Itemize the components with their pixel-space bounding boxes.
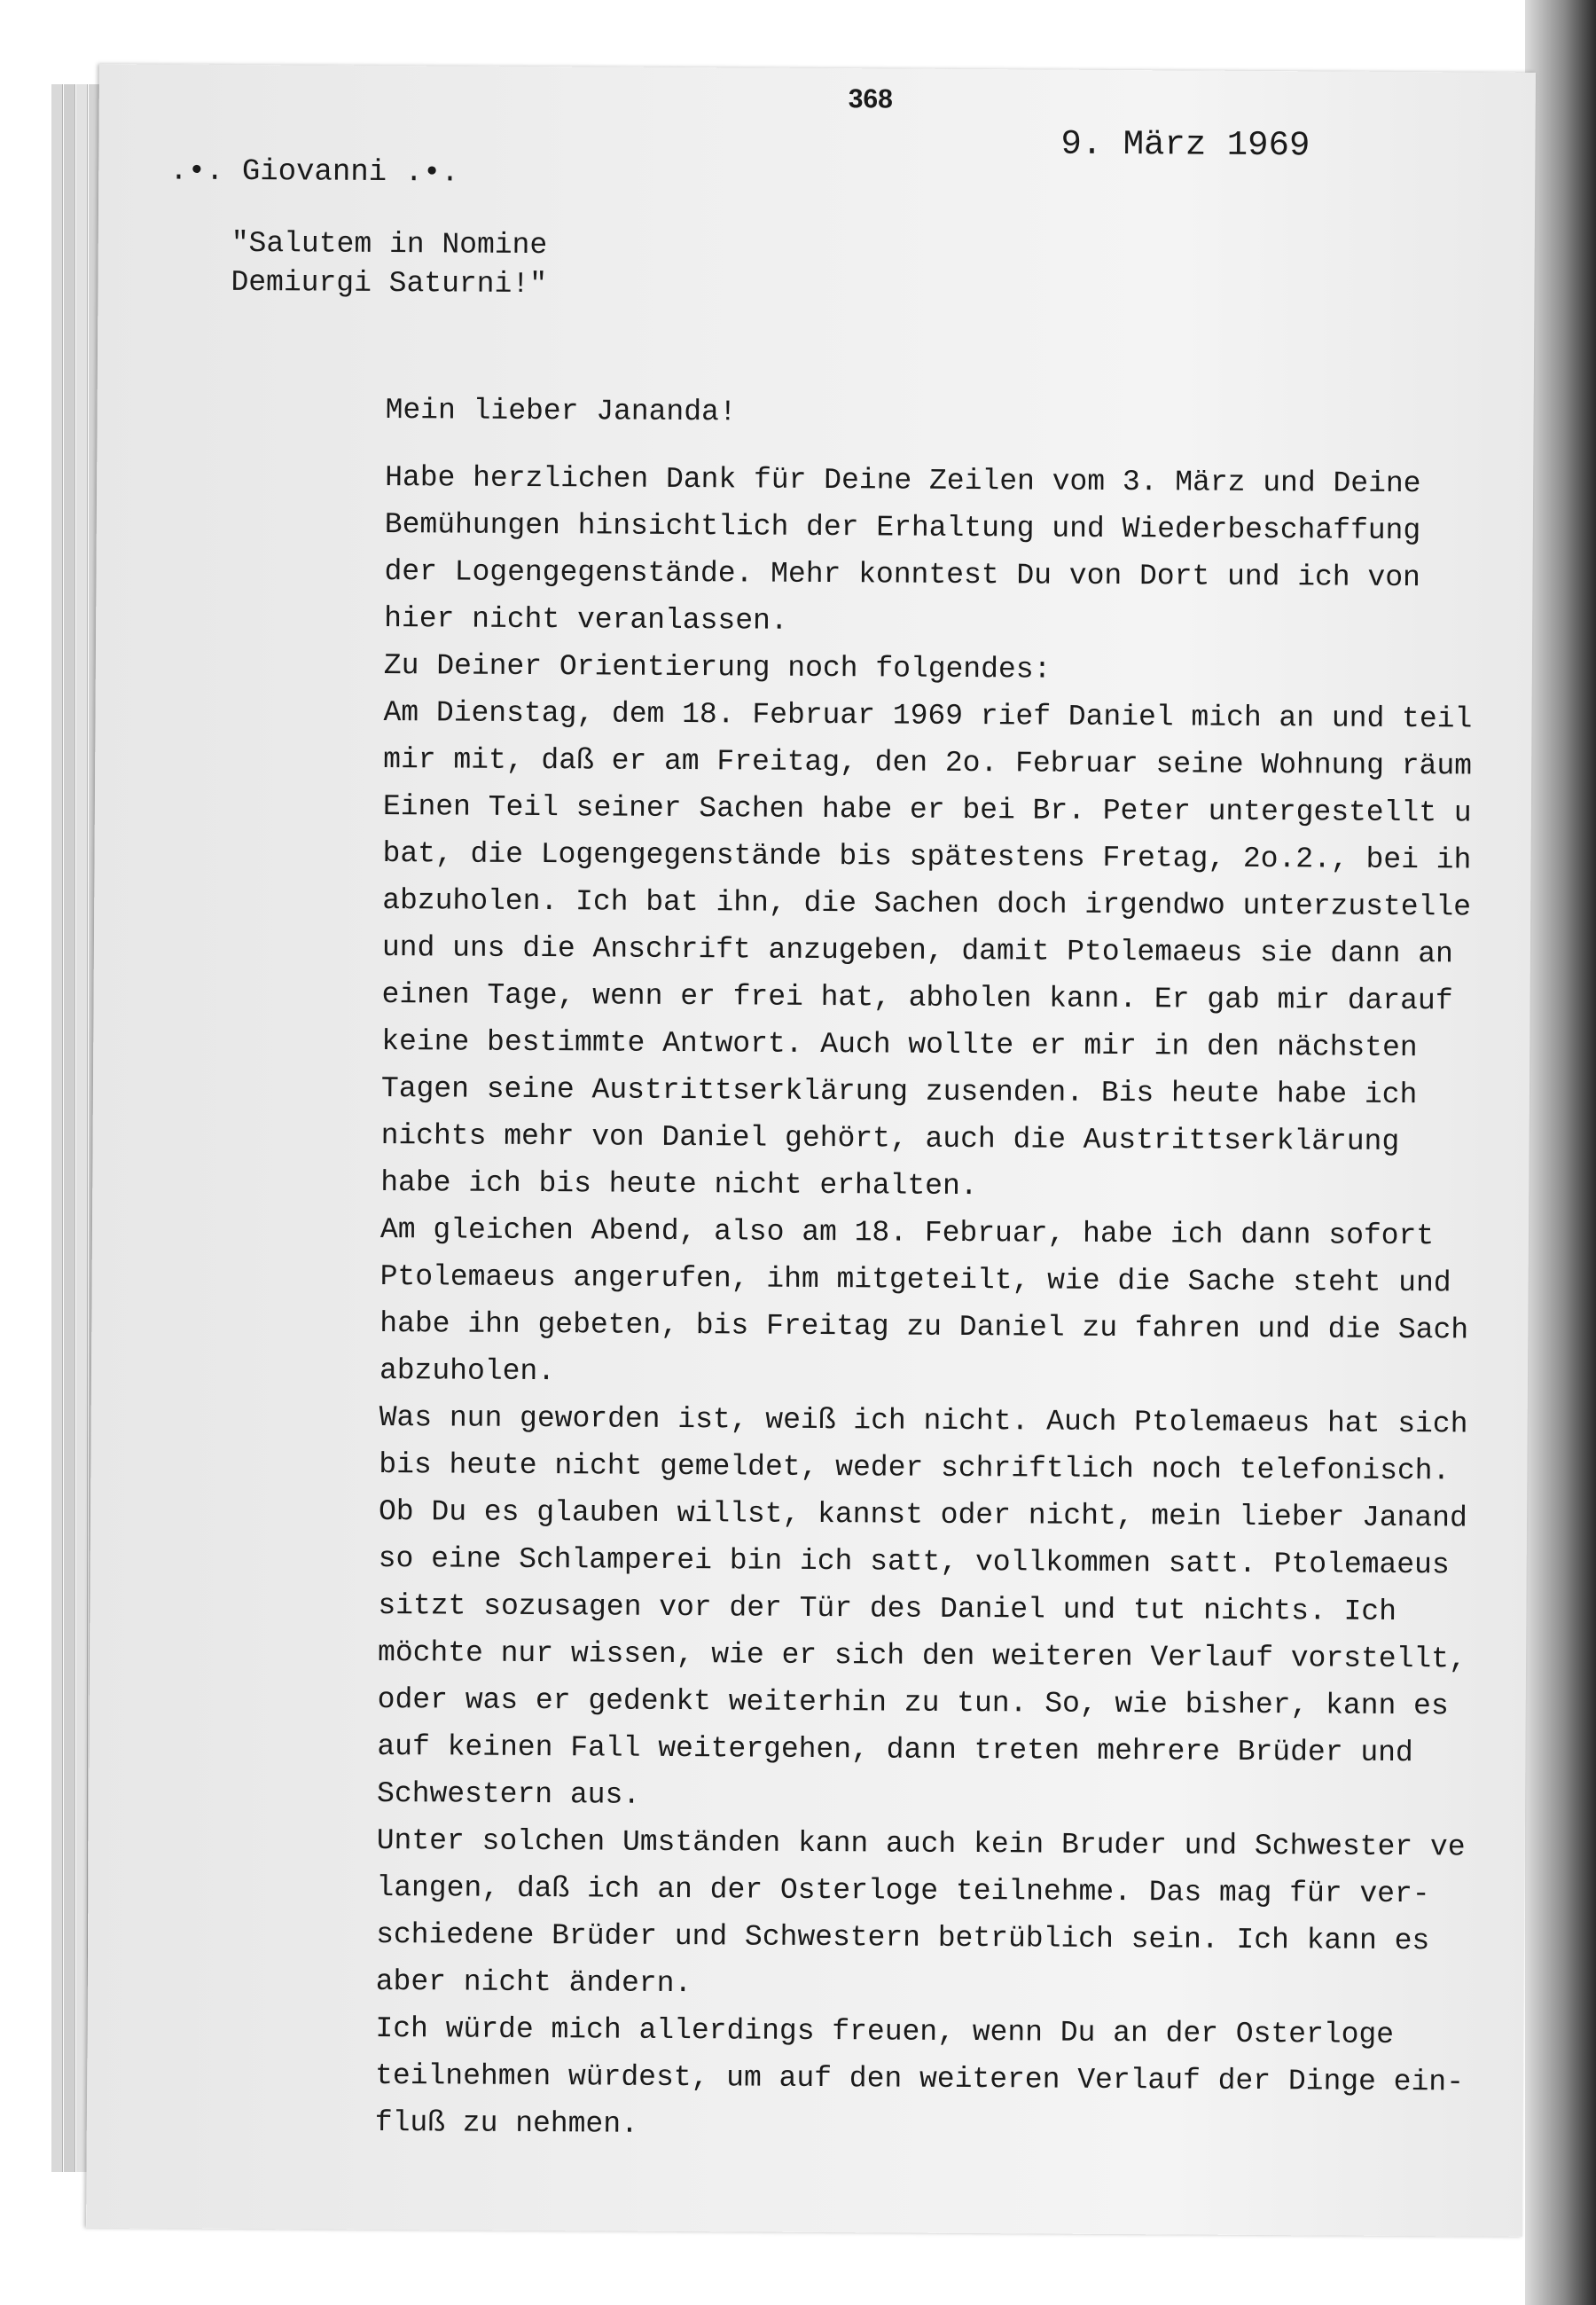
- body-line: langen, daß ich an der Osterloge teilnehme. Das mag für ver-: [376, 1870, 1430, 1911]
- body-line: möchte nur wissen, wie er sich den weiteren Verlauf vorstellt,: [377, 1635, 1467, 1676]
- body-line: einen Tage, wenn er frei hat, abholen kann. Er gab mir darauf: [381, 977, 1453, 1018]
- body-line: Ob Du es glauben willst, kannst oder nicht, mein lieber Janand: [378, 1494, 1467, 1535]
- body-line: aber nicht ändern.: [375, 1964, 692, 2001]
- motto-line: "Salutem in Nomine: [231, 226, 548, 263]
- body-line: Zu Deiner Orientierung noch folgendes:: [383, 648, 1052, 686]
- body-line: und uns die Anschrift anzugeben, damit Ptolemaeus sie dann an: [381, 930, 1454, 971]
- body-line: Unter solchen Umständen kann auch kein Bruder und Schwester ve: [376, 1823, 1466, 1864]
- page-edge: [76, 84, 88, 2172]
- body-line: so eine Schlamperei bin ich satt, vollkommen satt. Ptolemaeus: [378, 1541, 1450, 1582]
- body-line: abzuholen. Ich bat ihn, die Sachen doch irgendwo unterzustelle: [382, 883, 1472, 924]
- body-line: Schwestern aus.: [376, 1776, 641, 1812]
- letter-page: [86, 64, 1536, 2237]
- body-line: mir mit, daß er am Freitag, den 2o. Februar seine Wohnung räum: [383, 742, 1473, 783]
- body-line: Was nun geworden ist, weiß ich nicht. Auch Ptolemaeus hat sich: [379, 1400, 1468, 1441]
- body-line: Ich würde mich allerdings freuen, wenn Du an der Osterloge: [375, 2011, 1395, 2051]
- motto: [231, 224, 547, 304]
- body-line: fluß zu nehmen.: [374, 2105, 638, 2141]
- body-line: hier nicht veranlassen.: [384, 601, 788, 638]
- page-edge: [64, 84, 75, 2172]
- page-edge: [51, 84, 63, 2172]
- letter-date: 9. März 1969: [1060, 124, 1310, 166]
- body-line: Bemühungen hinsichtlich der Erhaltung und Wiederbeschaffung: [384, 507, 1421, 548]
- body-line: keine bestimmte Antwort. Auch wollte er mir in den nächsten: [381, 1024, 1418, 1065]
- letter-body: [375, 454, 1521, 2153]
- body-line: Am Dienstag, dem 18. Februar 1969 rief Daniel mich an und teil: [383, 695, 1473, 736]
- body-line: bat, die Logengegenstände bis spätestens Fretag, 2o.2., bei ih: [382, 836, 1472, 877]
- body-line: sitzt sozusagen vor der Tür des Daniel und tut nichts. Ich: [378, 1588, 1397, 1628]
- motto-line: Demiurgi Saturni!": [231, 265, 548, 302]
- salutation: Mein lieber Jananda!: [385, 393, 737, 429]
- body-line: der Logengegenstände. Mehr konntest Du von Dort und ich von: [384, 554, 1420, 595]
- body-line: teilnehmen würdest, um auf den weiteren Verlauf der Dinge ein-: [375, 2058, 1465, 2099]
- page-number: 368: [848, 84, 893, 114]
- body-line: oder was er gedenkt weiterhin zu tun. So, wie bisher, kann es: [377, 1682, 1449, 1723]
- body-line: Ptolemaeus angerufen, ihm mitgeteilt, wie die Sache steht und: [379, 1259, 1451, 1300]
- body-line: habe ihn gebeten, bis Freitag zu Daniel zu fahren und die Sach: [379, 1306, 1469, 1347]
- body-line: schiedene Brüder und Schwestern betrüblich sein. Ich kann es: [376, 1917, 1430, 1958]
- book-binding-shadow: [1525, 0, 1596, 2305]
- sender-name: .•. Giovanni .•.: [169, 154, 459, 191]
- body-line: Habe herzlichen Dank für Deine Zeilen vom 3. März und Deine: [385, 460, 1421, 501]
- body-line: auf keinen Fall weitergehen, dann treten mehrere Brüder und: [377, 1729, 1413, 1770]
- body-line: Tagen seine Austrittserklärung zusenden. Bis heute habe ich: [380, 1071, 1418, 1112]
- body-line: bis heute nicht gemeldet, weder schriftlich noch telefonisch.: [379, 1447, 1451, 1488]
- body-line: habe ich bis heute nicht erhalten.: [380, 1165, 978, 1203]
- body-line: nichts mehr von Daniel gehört, auch die Austrittserklärung: [380, 1118, 1400, 1158]
- body-line: abzuholen.: [379, 1353, 556, 1389]
- body-line: Einen Teil seiner Sachen habe er bei Br. Peter untergestellt u: [382, 789, 1472, 830]
- body-line: Am gleichen Abend, also am 18. Februar, habe ich dann sofort: [379, 1212, 1435, 1253]
